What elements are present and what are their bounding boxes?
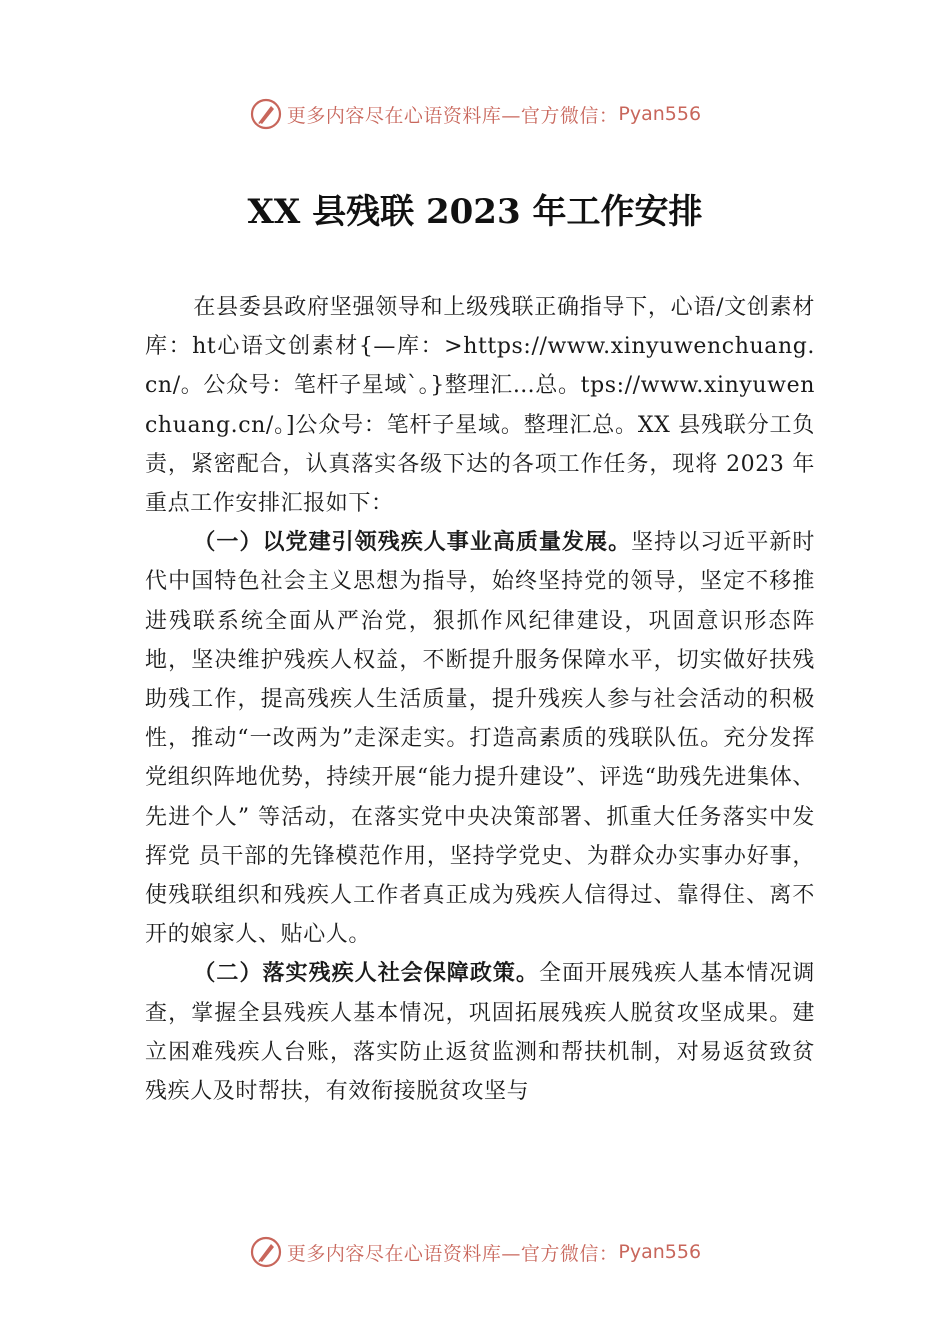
section-2-paragraph [145, 954, 815, 1111]
section-2-heading: （二）落实残疾人社会保障政策。 [193, 960, 539, 987]
section-2-body: 全面开展残疾人基本情况调查，掌握全县残疾人基本情况，巩固拓展残疾人脱贫攻坚成果。建立困难残疾人台账，落实防止返贫监测和帮扶机制，对易返贫致贫残疾人及时帮扶，有效衔接脱贫攻坚与 [145, 961, 815, 1105]
watermark-text: 更多内容尽在心语资料库—官方微信： [286, 1242, 619, 1265]
section-1-paragraph [145, 523, 815, 954]
document-title: XX 县残联 2023 年工作安排 [247, 192, 703, 232]
watermark-wechat-id: Pyan556 [618, 1241, 702, 1263]
pen-logo-icon [249, 1235, 283, 1269]
watermark-wechat-id: Pyan556 [618, 103, 702, 125]
section-1-body: 坚持以习近平新时代中国特色社会主义思想为指导，始终坚持党的领导，坚定不移推进残联系统全面从严治党，狠抓作风纪律建设，巩固意识形态阵地，坚决维护残疾人权益，不断提升服务保障水平，切实做好扶残助残工作，提高残疾人生活质量，提升残疾人参与社会活动的积极性，推动“一改两为”走深走实。打造高素质的残联队伍。充分发挥党组织阵地优势，持续开展“能力提升建设”、评选“助残先进集体、先进个人” 等活动，在落实党中央决策部署、抓重大任务落实中发挥党 员干部的先锋模范作用，坚持学党史、为群众办实事办好事， 使残联组织和残疾人工作者真正成为残疾人信得过、靠得住、离不开的娘家人、贴心人。 [145, 530, 815, 948]
footer-watermark [0, 1232, 950, 1272]
header-watermark [0, 94, 950, 134]
document-body [145, 288, 815, 1111]
intro-paragraph: 在县委县政府坚强领导和上级残联正确指导下，心语/文创素材库：ht心语文创素材{—库：>https://www.xinyuwenchuang.cn/。公众号：笔杆子星域`。}整理汇…总。tps://www.xinyuwenchuang.cn/。]公众号：笔杆子星域。整理汇总。XX 县残联分工负责，紧密配合，认真落实各级下达的各项工作任务，现将 2023 年重点工作安排汇报如下： [145, 295, 815, 517]
watermark-text: 更多内容尽在心语资料库—官方微信： [286, 104, 619, 127]
pen-logo-icon [249, 97, 283, 131]
section-1-heading: （一）以党建引领残疾人事业高质量发展。 [193, 529, 632, 556]
